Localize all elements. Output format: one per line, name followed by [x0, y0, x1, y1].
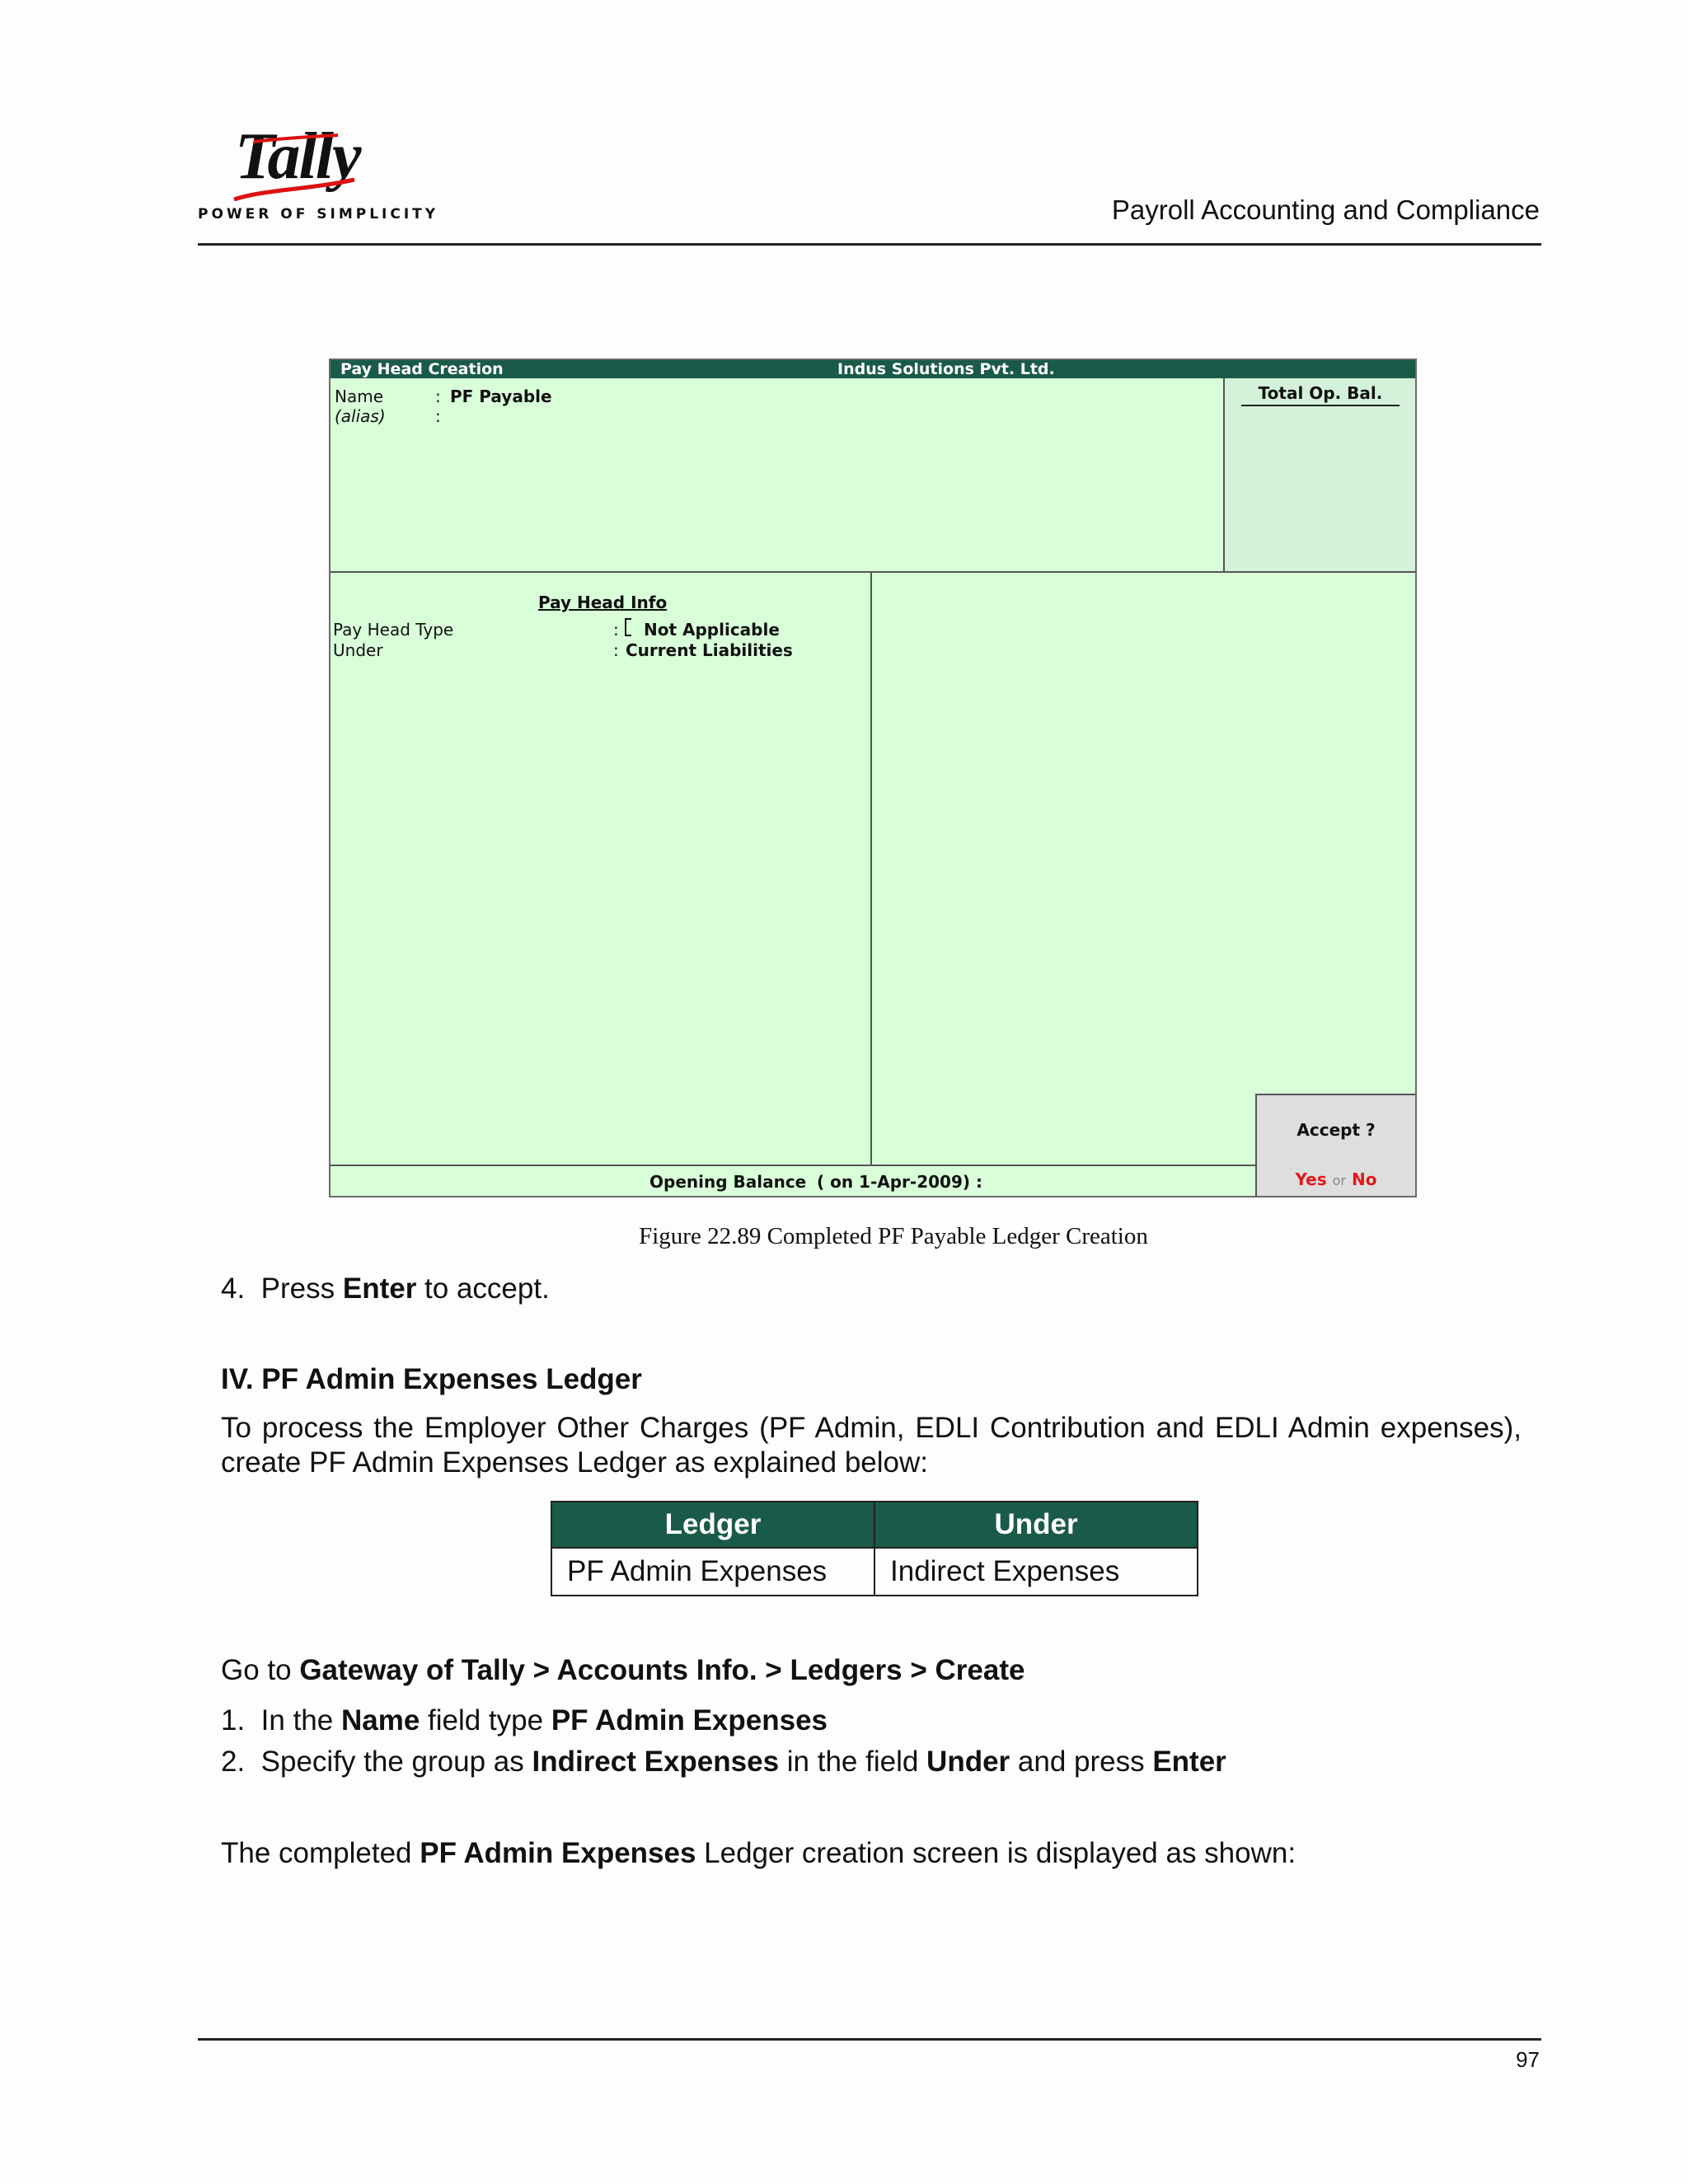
table-cell-under: Indirect Expenses — [874, 1548, 1198, 1596]
logo-tagline: POWER OF SIMPLICITY — [198, 206, 439, 223]
accept-dialog — [1255, 1094, 1415, 1196]
name-separator: : — [435, 387, 441, 406]
step-keyword: Under — [926, 1746, 1010, 1778]
footer-divider — [198, 2038, 1541, 2041]
input-cursor-icon — [625, 618, 631, 636]
step-4 — [221, 1272, 550, 1306]
name-label: Name — [335, 387, 384, 406]
or-text: or — [1332, 1173, 1346, 1188]
accept-options — [1257, 1169, 1415, 1189]
company-name: Indus Solutions Pvt. Ltd. — [837, 360, 1055, 378]
column-divider — [870, 573, 872, 1165]
table-header-row — [551, 1502, 1198, 1548]
step-text: and press — [1010, 1746, 1153, 1778]
alias-separator: : — [435, 406, 441, 426]
total-op-bal-panel — [1223, 378, 1415, 573]
tally-logo: Tally — [235, 120, 360, 193]
step-number: 4. — [221, 1272, 246, 1305]
step-keyword: Enter — [342, 1272, 417, 1305]
section-divider — [331, 571, 1223, 573]
page-number: 97 — [1516, 2047, 1540, 2072]
step-1 — [221, 1704, 828, 1738]
closing-text: The completed — [221, 1837, 420, 1869]
screen-title: Pay Head Creation — [340, 360, 504, 378]
total-op-bal-heading: Total Op. Bal. — [1241, 383, 1400, 406]
logo-swoosh-icon — [231, 132, 363, 206]
alias-label: (alias) — [335, 406, 386, 426]
step-text: in the field — [779, 1746, 927, 1778]
opening-balance-label: Opening Balance — [649, 1172, 807, 1192]
step-number: 1. — [221, 1704, 246, 1736]
step-text: Specify the group as — [260, 1746, 532, 1778]
step-keyword: Indirect Expenses — [532, 1746, 780, 1778]
under-separator: : — [613, 640, 619, 660]
yes-option[interactable]: Yes — [1295, 1169, 1327, 1189]
step-text: field type — [420, 1704, 551, 1736]
no-option[interactable]: No — [1351, 1169, 1377, 1189]
intro-paragraph: To process the Employer Other Charges (PF Admin, EDLI Contribution and EDLI Admin expenses), create PF Admin Expenses Ledger as explained below: — [221, 1412, 1522, 1479]
screen-title-bar — [331, 360, 1415, 378]
table-cell-ledger: PF Admin Expenses — [551, 1548, 874, 1596]
closing-paragraph — [221, 1836, 1296, 1871]
goto-path: Gateway of Tally > Accounts Info. > Ledgers > Create — [299, 1654, 1025, 1686]
under-field[interactable]: Current Liabilities — [626, 640, 793, 660]
opening-balance-date[interactable]: ( on 1-Apr-2009) : — [817, 1172, 982, 1192]
closing-keyword: PF Admin Expenses — [420, 1837, 696, 1869]
under-label: Under — [333, 640, 383, 660]
step-number: 2. — [221, 1746, 246, 1778]
header-divider — [198, 243, 1541, 246]
step-text: Press — [260, 1272, 343, 1305]
pay-head-type-field[interactable]: Not Applicable — [644, 620, 780, 640]
figure-caption: Figure 22.89 Completed PF Payable Ledger Creation — [639, 1223, 1148, 1249]
goto-instruction — [221, 1653, 1025, 1688]
pay-head-type-label: Pay Head Type — [333, 620, 454, 640]
page-header-title: Payroll Accounting and Compliance — [1111, 194, 1540, 225]
name-field[interactable]: PF Payable — [450, 387, 552, 406]
goto-prefix: Go to — [221, 1654, 300, 1686]
bottom-divider — [331, 1165, 1255, 1166]
step-keyword: Name — [340, 1704, 420, 1736]
tally-screen — [329, 359, 1417, 1197]
step-text: to accept. — [416, 1272, 550, 1305]
closing-text: Ledger creation screen is displayed as shown: — [696, 1837, 1296, 1869]
column-header-under: Under — [874, 1502, 1198, 1548]
step-keyword: PF Admin Expenses — [551, 1704, 828, 1736]
pay-head-type-separator: : — [613, 620, 619, 640]
table-row — [551, 1548, 1198, 1596]
accept-prompt: Accept ? — [1296, 1120, 1376, 1140]
step-text: In the — [260, 1704, 341, 1736]
ledger-table — [551, 1501, 1198, 1596]
step-2 — [221, 1745, 1226, 1779]
column-header-ledger: Ledger — [551, 1502, 874, 1548]
step-keyword: Enter — [1152, 1746, 1226, 1778]
pay-head-info-heading: Pay Head Info — [538, 593, 668, 612]
section-heading: IV. PF Admin Expenses Ledger — [221, 1363, 642, 1395]
